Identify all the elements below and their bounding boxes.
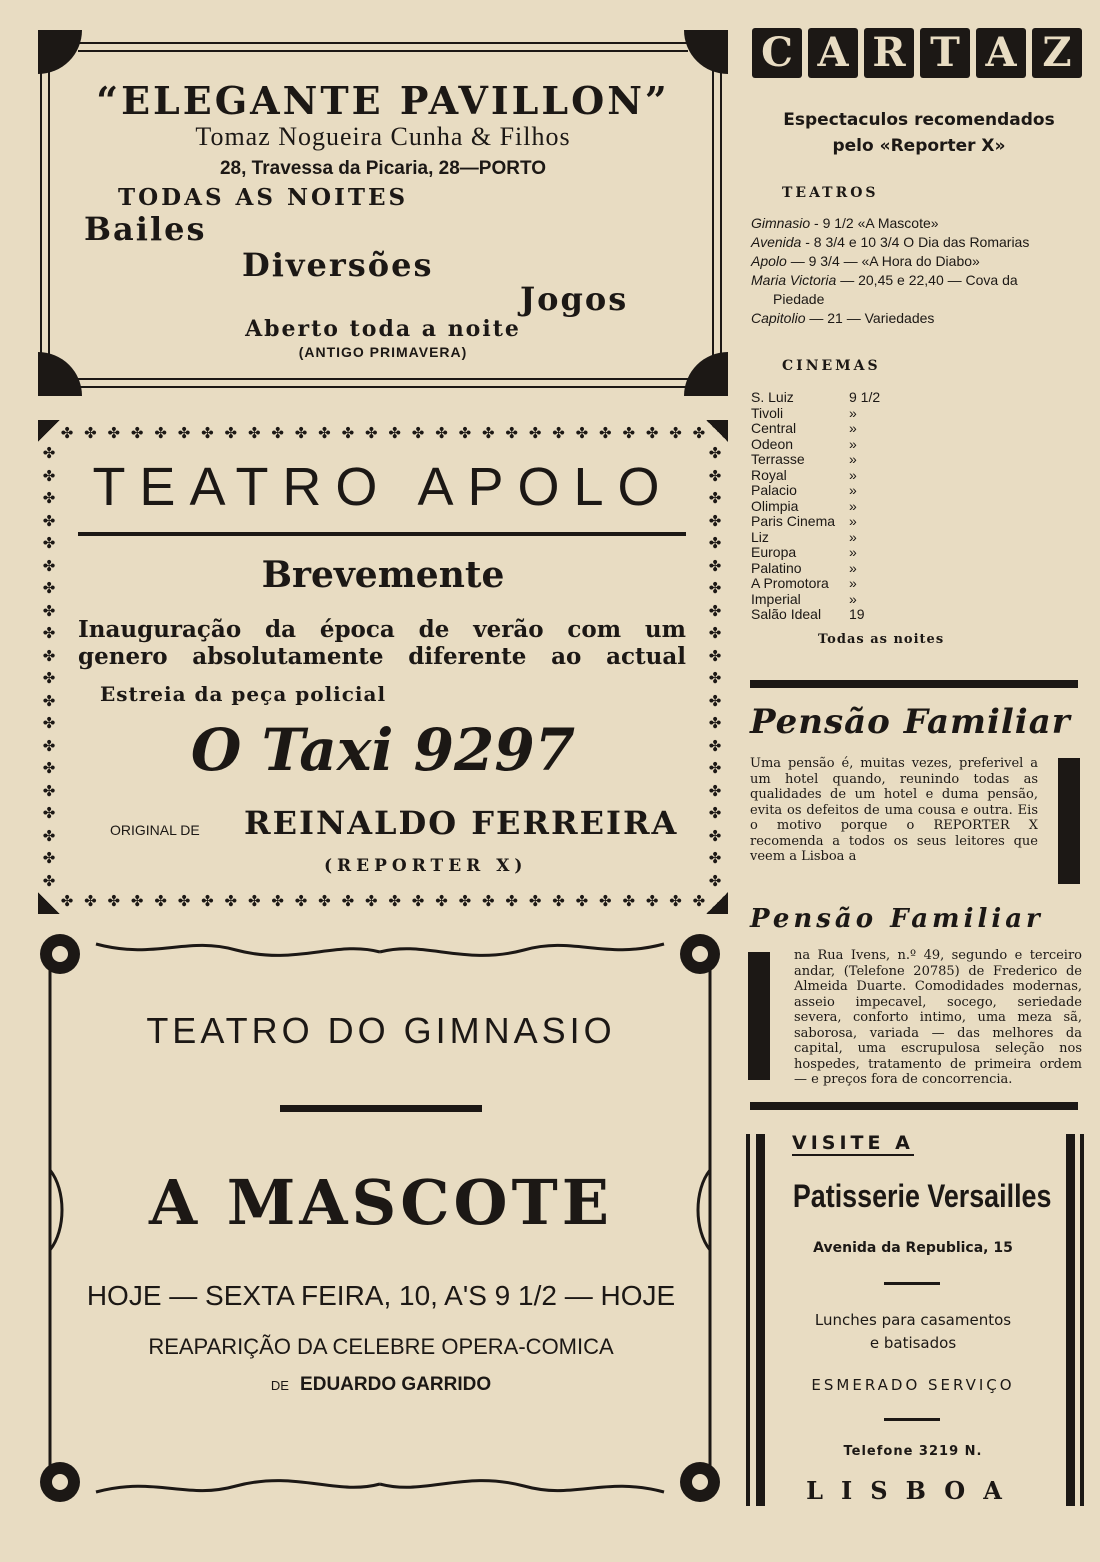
pensao-text1: Uma pensão é, muitas vezes, preferivel a um hotel quando, reunindo todas as qualidades de um hotel e duma pensão, evita os defeitos de uma cousa e outra. Eis o motivo porque o REPORTER X recomenda a todos os seus leitores que veem a Lisboa a [750, 756, 1038, 864]
cinema-row [751, 561, 857, 577]
ornament-dot: ✤ [224, 892, 238, 910]
cinema-time: » [849, 451, 857, 467]
frame-right-thick [1066, 1134, 1075, 1506]
ornament-dot: ✤ [42, 759, 56, 778]
cinema-name: Liz [751, 528, 769, 545]
teatro-name: Apolo [751, 253, 787, 269]
ornament-dot: ✤ [60, 424, 74, 442]
ornament-dot: ✤ [599, 424, 612, 442]
versailles-lunch2: e batisados [869, 1334, 957, 1352]
cinema-name: A Promotora [751, 575, 829, 591]
corner-ornament [38, 892, 60, 914]
cinema-time: » [849, 404, 857, 421]
teatro-info: — 9 3/4 — «A Hora do Diabo» [786, 253, 980, 269]
cinema-name: Palacio [751, 482, 797, 498]
cinema-time: 9 1/2 [849, 389, 881, 405]
gimnasio-reappear: REAPARIÇÃO DA CELEBRE OPERA-COMICA [148, 1334, 614, 1359]
pavillon-address: 28, Travessa da Picaria, 28—PORTO [219, 158, 546, 179]
cinema-name: Salão Ideal [751, 606, 822, 622]
ornament-dot: ✤ [708, 579, 722, 598]
ornament-dot: ✤ [42, 446, 56, 462]
apolo-line2: genero absolutamente diferente ao actual [78, 643, 686, 670]
ornament-dot: ✤ [42, 781, 56, 800]
pavillon-item-bailes: Bailes [84, 210, 207, 248]
teatro-apolo-ad [38, 420, 728, 914]
ornament-dot: ✤ [201, 892, 214, 910]
cinema-name: Paris Cinema [751, 513, 836, 529]
ornament-dot: ✤ [528, 892, 542, 910]
cinema-row [751, 452, 857, 468]
cinema-row [751, 437, 857, 453]
ornament-border-left [40, 446, 58, 888]
apolo-author: REINALDO FERREIRA [244, 804, 679, 842]
cinema-name: Royal [751, 466, 787, 483]
ornament-dot: ✤ [42, 601, 56, 620]
ornament-dot: ✤ [84, 892, 97, 910]
gimnasio-play: A MASCOTE [149, 1166, 613, 1239]
ornament-border-bottom [60, 892, 706, 910]
versailles-phone: Telefone 3219 N. [843, 1444, 983, 1459]
cinema-time: » [849, 435, 857, 452]
ornament-dot: ✤ [575, 424, 589, 442]
cinema-name: Central [751, 420, 797, 436]
cinema-row [751, 421, 857, 437]
side-bar [1058, 758, 1080, 884]
teatros-heading: TEATROS [782, 185, 879, 201]
cinema-name: S. Luiz [751, 389, 794, 405]
pavillon-owners: Tomaz Nogueira Cunha & Filhos [195, 122, 571, 151]
cinemas-heading: CINEMAS [782, 358, 881, 374]
pavillon-former: (ANTIGO PRIMAVERA) [298, 344, 468, 360]
teatro-name: Avenida [751, 234, 802, 250]
apolo-alias: (REPORTER X) [324, 856, 528, 876]
divider [884, 1418, 940, 1421]
gimnasio-byline [66, 1374, 696, 1396]
corner-ornament [684, 30, 728, 74]
cinema-row [751, 607, 865, 623]
corner-ornament [706, 420, 728, 442]
ornament-dot: ✤ [42, 849, 56, 868]
ornament-dot: ✤ [708, 871, 722, 888]
ornament-dot: ✤ [708, 849, 722, 868]
ornament-dot: ✤ [42, 579, 56, 598]
ornament-dot: ✤ [669, 892, 682, 910]
cinema-row [751, 499, 857, 515]
ornament-dot: ✤ [708, 646, 722, 665]
apolo-play: O Taxi 9297 [190, 716, 576, 784]
ornament-dot: ✤ [528, 424, 542, 442]
ornament-dot: ✤ [107, 424, 121, 442]
pavillon-item-jogos: Jogos [520, 280, 629, 318]
title-rule [78, 532, 686, 536]
ornament-dot: ✤ [42, 466, 56, 485]
cartaz-letter: Z [1032, 28, 1082, 78]
cinema-name: Tivoli [751, 404, 784, 421]
ornament-dot: ✤ [42, 489, 56, 508]
ornament-dot: ✤ [622, 424, 636, 442]
gimnasio-author: EDUARDO GARRIDO [300, 1374, 492, 1395]
ornament-dot: ✤ [692, 424, 706, 442]
ornament-dot: ✤ [669, 424, 682, 442]
ornament-dot: ✤ [708, 714, 722, 733]
ornament-dot: ✤ [42, 714, 56, 733]
ornament-dot: ✤ [42, 624, 56, 643]
teatro-row [751, 273, 1018, 289]
cinema-row [751, 468, 857, 484]
ornament-dot: ✤ [708, 601, 722, 620]
pavillon-open: Aberto toda a noite [245, 316, 521, 342]
teatro-name: Gimnasio [751, 215, 811, 231]
ornament-dot: ✤ [154, 424, 167, 442]
ornament-border-top [60, 424, 706, 442]
cinema-time: » [849, 466, 857, 483]
teatro-info: - 8 3/4 e 10 3/4 O Dia das Romarias [801, 234, 1030, 250]
ornament-dot: ✤ [708, 691, 722, 710]
ornament-dot: ✤ [154, 892, 167, 910]
frame-top [78, 42, 688, 52]
cartaz-letter: R [864, 28, 914, 78]
cinema-name: Olimpia [751, 497, 799, 514]
ornament-dot: ✤ [458, 892, 472, 910]
cinema-row [751, 514, 857, 530]
cartaz-letter: T [920, 28, 970, 78]
ornament-dot: ✤ [130, 424, 144, 442]
ornament-dot: ✤ [505, 424, 518, 442]
ornament-dot: ✤ [42, 804, 56, 823]
versailles-city: LISBOA [806, 1476, 1020, 1505]
pensao-heading1: Pensão Familiar [750, 702, 1071, 742]
ornament-dot: ✤ [435, 424, 448, 442]
ornament-dot: ✤ [201, 424, 214, 442]
ornament-dot: ✤ [247, 424, 261, 442]
cartaz-letter: A [976, 28, 1026, 78]
apolo-title: TEATRO APOLO [92, 457, 674, 517]
ornament-dot: ✤ [482, 424, 495, 442]
ornament-dot: ✤ [708, 736, 722, 755]
ornament-dot: ✤ [708, 556, 722, 575]
frame-bottom [78, 378, 688, 388]
teatro-gimnasio-ad [36, 930, 724, 1506]
cinema-row [751, 406, 857, 422]
cinema-time: » [849, 575, 857, 591]
pavillon-title: “ELEGANTE PAVILLON” [96, 78, 670, 123]
ornament-dot: ✤ [708, 446, 722, 462]
frame-left-thick [756, 1134, 765, 1506]
frame-left [40, 70, 50, 356]
ornament-dot: ✤ [42, 556, 56, 575]
ornament-dot: ✤ [84, 424, 97, 442]
ornament-dot: ✤ [318, 424, 331, 442]
cinema-time: » [849, 544, 857, 560]
section-rule [750, 680, 1078, 688]
cinema-row [751, 576, 857, 592]
ornament-dot: ✤ [341, 892, 355, 910]
ornament-dot: ✤ [505, 892, 518, 910]
side-bar [748, 952, 770, 1080]
ornament-dot: ✤ [575, 892, 589, 910]
cinema-row [751, 545, 857, 561]
cinema-time: » [849, 559, 857, 576]
teatro-info: — 20,45 e 22,40 — Cova da [836, 272, 1018, 288]
corner-ornament [38, 420, 60, 442]
pavillon-nightly: TODAS AS NOITES [118, 184, 409, 211]
ornament-dot: ✤ [552, 424, 565, 442]
ornament-dot: ✤ [42, 646, 56, 665]
cartaz-subtitle1: Espectaculos recomendados [783, 110, 1055, 130]
teatro-name: Capitolio [751, 310, 806, 326]
title-rule [280, 1105, 482, 1112]
ornament-dot: ✤ [294, 892, 308, 910]
versailles-visit: VISITE A [792, 1132, 914, 1154]
gimnasio-title: TEATRO DO GIMNASIO [146, 1010, 616, 1051]
versailles-name: Patisserie Versailles [792, 1178, 1052, 1214]
ornament-dot: ✤ [42, 669, 56, 688]
teatro-name: Maria Victoria [751, 272, 837, 288]
cinema-time: » [849, 420, 857, 436]
teatro-row [751, 235, 1029, 251]
ornament-dot: ✤ [271, 424, 284, 442]
frame-right [712, 70, 722, 356]
ornament-dot: ✤ [599, 892, 612, 910]
cinema-row [751, 530, 857, 546]
ornament-dot: ✤ [42, 826, 56, 845]
versailles-address: Avenida da Republica, 15 [813, 1240, 1013, 1256]
cinema-row [751, 483, 857, 499]
corner-ornament [38, 30, 82, 74]
gimnasio-by-prefix: DE [270, 1378, 289, 1393]
teatro-info: — 21 — Variedades [805, 310, 935, 326]
corner-ornament [684, 352, 728, 396]
cinema-name: Palatino [751, 559, 802, 576]
ornament-dot: ✤ [708, 511, 722, 530]
versailles-service: ESMERADO SERVIÇO [811, 1376, 1015, 1394]
ornament-dot: ✤ [60, 892, 74, 910]
ornament-dot: ✤ [388, 424, 401, 442]
frame-right [1080, 1134, 1084, 1506]
divider [884, 1282, 940, 1285]
elegante-pavillon-ad [38, 30, 728, 396]
ornament-dot: ✤ [708, 466, 722, 485]
apolo-original-prefix: ORIGINAL DE [110, 822, 200, 838]
teatro-row [773, 292, 824, 308]
teatro-row [751, 311, 934, 327]
ornament-dot: ✤ [130, 892, 144, 910]
teatro-info: Piedade [773, 291, 825, 307]
ornament-dot: ✤ [364, 892, 378, 910]
apolo-premiere: Estreia da peça policial [100, 682, 387, 706]
ornament-dot: ✤ [708, 534, 722, 553]
ornament-dot: ✤ [708, 781, 722, 800]
ornament-dot: ✤ [42, 871, 56, 888]
cinema-time: » [849, 590, 857, 607]
cinema-name: Europa [751, 544, 797, 560]
ornament-dot: ✤ [247, 892, 261, 910]
cartaz-subtitle2: pelo «Reporter X» [832, 136, 1006, 156]
ornament-dot: ✤ [318, 892, 331, 910]
cinema-time: 19 [849, 606, 865, 622]
cinema-time: » [849, 513, 857, 529]
ornament-dot: ✤ [645, 424, 659, 442]
ornament-dot: ✤ [364, 424, 378, 442]
apolo-line1: Inauguração da época de verão com um [78, 616, 686, 643]
gimnasio-date: HOJE — SEXTA FEIRA, 10, A'S 9 1/2 — HOJE [86, 1280, 676, 1311]
pensao-heading2: Pensão Familiar [750, 904, 1044, 934]
ornament-dot: ✤ [458, 424, 472, 442]
ornament-dot: ✤ [708, 669, 722, 688]
ornament-dot: ✤ [708, 624, 722, 643]
frame-left [746, 1134, 750, 1506]
cinema-time: » [849, 497, 857, 514]
cartaz-letter: C [752, 28, 802, 78]
ornament-dot: ✤ [411, 424, 425, 442]
teatro-row [751, 216, 939, 232]
cinema-name: Odeon [751, 435, 794, 452]
ornament-dot: ✤ [708, 804, 722, 823]
ornament-dot: ✤ [341, 424, 355, 442]
corner-ornament [38, 352, 82, 396]
section-rule [750, 1102, 1078, 1110]
teatro-row [751, 254, 980, 270]
ornament-dot: ✤ [177, 892, 191, 910]
ornament-dot: ✤ [42, 736, 56, 755]
pensao-text2: na Rua Ivens, n.º 49, segundo e terceiro andar, (Telefone 20785) de Frederico de Almeida Duarte. Comodidades modernas, asseio impecavel, socego, seriedade severa, conforto intimo, uma meza sã, saborosa, variada — das melhores da capital, uma escrupulosa seleção nos hospedes, tratamento de primeira ordem — e preços fora de concorrencia. [794, 948, 1082, 1087]
ornament-dot: ✤ [107, 892, 121, 910]
ornament-dot: ✤ [552, 892, 565, 910]
cinema-time: » [849, 482, 857, 498]
ornament-dot: ✤ [622, 892, 636, 910]
teatro-info: - 9 1/2 «A Mascote» [810, 215, 939, 231]
ornament-dot: ✤ [708, 489, 722, 508]
ornament-dot: ✤ [411, 892, 425, 910]
versailles-lunch1: Lunches para casamentos [814, 1311, 1012, 1329]
cartaz-footer: Todas as noites [818, 632, 945, 647]
cinema-row [751, 592, 857, 608]
ornament-dot: ✤ [42, 511, 56, 530]
cinema-time: » [849, 528, 857, 545]
apolo-soon: Brevemente [261, 554, 505, 596]
ornament-dot: ✤ [42, 691, 56, 710]
ornament-border-right [706, 446, 724, 888]
cinema-row [751, 390, 880, 406]
ornament-dot: ✤ [692, 892, 706, 910]
ornament-dot: ✤ [388, 892, 401, 910]
corner-ornament [706, 892, 728, 914]
pavillon-item-diversoes: Diversões [242, 246, 434, 284]
ornament-dot: ✤ [435, 892, 448, 910]
ornament-dot: ✤ [708, 826, 722, 845]
ornament-dot: ✤ [645, 892, 659, 910]
ornament-dot: ✤ [177, 424, 191, 442]
ornament-dot: ✤ [271, 892, 284, 910]
ornament-dot: ✤ [224, 424, 238, 442]
ornament-dot: ✤ [482, 892, 495, 910]
cinema-name: Terrasse [751, 451, 805, 467]
ornament-dot: ✤ [708, 759, 722, 778]
cartaz-letter: A [808, 28, 858, 78]
ornament-dot: ✤ [42, 534, 56, 553]
cinema-name: Imperial [751, 590, 801, 607]
ornament-dot: ✤ [294, 424, 308, 442]
